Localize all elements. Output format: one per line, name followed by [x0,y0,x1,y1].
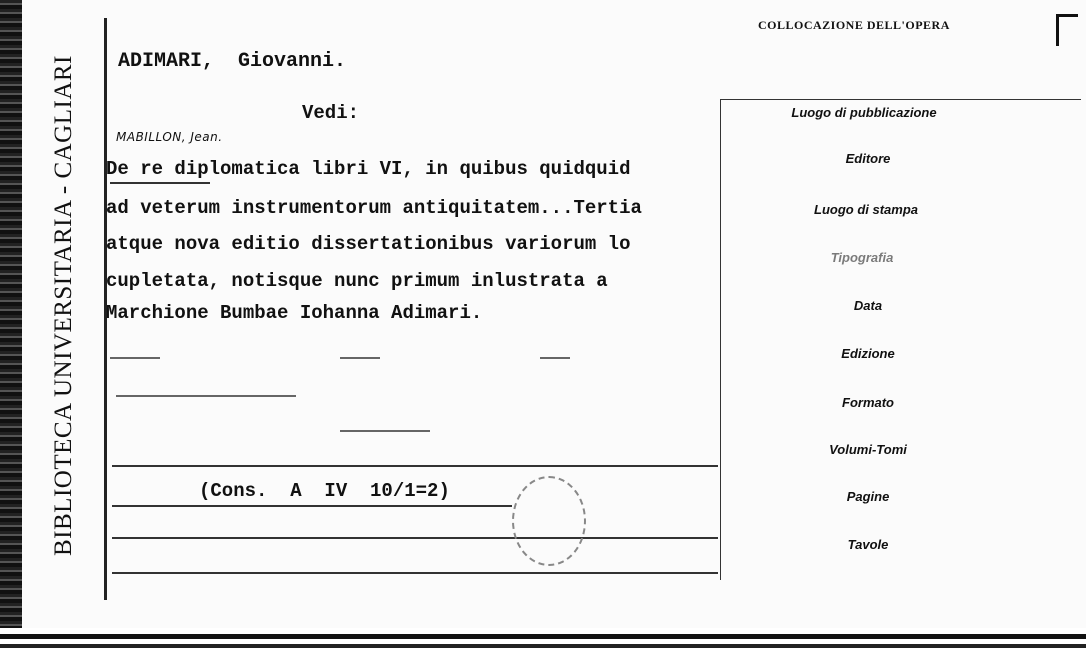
field-tavole: Tavole [847,537,889,552]
ruled-line [112,465,718,467]
field-formato: Formato [842,395,894,410]
library-name: BIBLIOTECA UNIVERSITARIA - CAGLIARI [50,55,77,556]
shelf-mark: (Cons. A IV 10/1=2) [199,480,450,502]
ruled-line [112,572,718,574]
underline-rule [110,182,210,184]
field-tipografia: Tipografia [830,250,894,265]
corner-mark-top [1056,14,1078,17]
corner-mark [1056,14,1059,46]
author-heading: ADIMARI, Giovanni. [118,50,347,73]
referenced-author: MABILLON, Jean. [116,130,223,144]
ruled-line [540,357,570,359]
ruled-line [110,357,160,359]
description-line: Marchione Bumbae Iohanna Adimari. [106,302,483,324]
ruled-line [116,395,296,397]
field-luogo-stampa: Luogo di stampa [814,202,918,217]
circular-stamp [512,476,586,566]
field-pagine: Pagine [846,489,890,504]
ruled-line [340,430,430,432]
ruled-line [112,505,512,507]
field-edizione: Edizione [841,346,895,361]
ruled-line [112,537,718,539]
description-line: atque nova editio dissertationibus variorum lo [106,233,631,255]
description-line: ad veterum instrumentorum antiquitatem...Tertia [106,197,642,219]
description-line: cupletata, notisque nunc primum inlustrata a [106,270,608,292]
field-volumi-tomi: Volumi-Tomi [829,442,907,457]
field-data: Data [853,298,883,313]
collocazione-box [720,99,1081,580]
see-label: Vedi: [302,102,360,124]
collocazione-title: COLLOCAZIONE DELL'OPERA [758,18,950,32]
field-editore: Editore [845,151,891,166]
field-luogo-pubblicazione: Luogo di pubblicazione [791,105,937,120]
description-line: De re diplomatica libri VI, in quibus quidquid [106,158,631,180]
ruled-line [340,357,380,359]
